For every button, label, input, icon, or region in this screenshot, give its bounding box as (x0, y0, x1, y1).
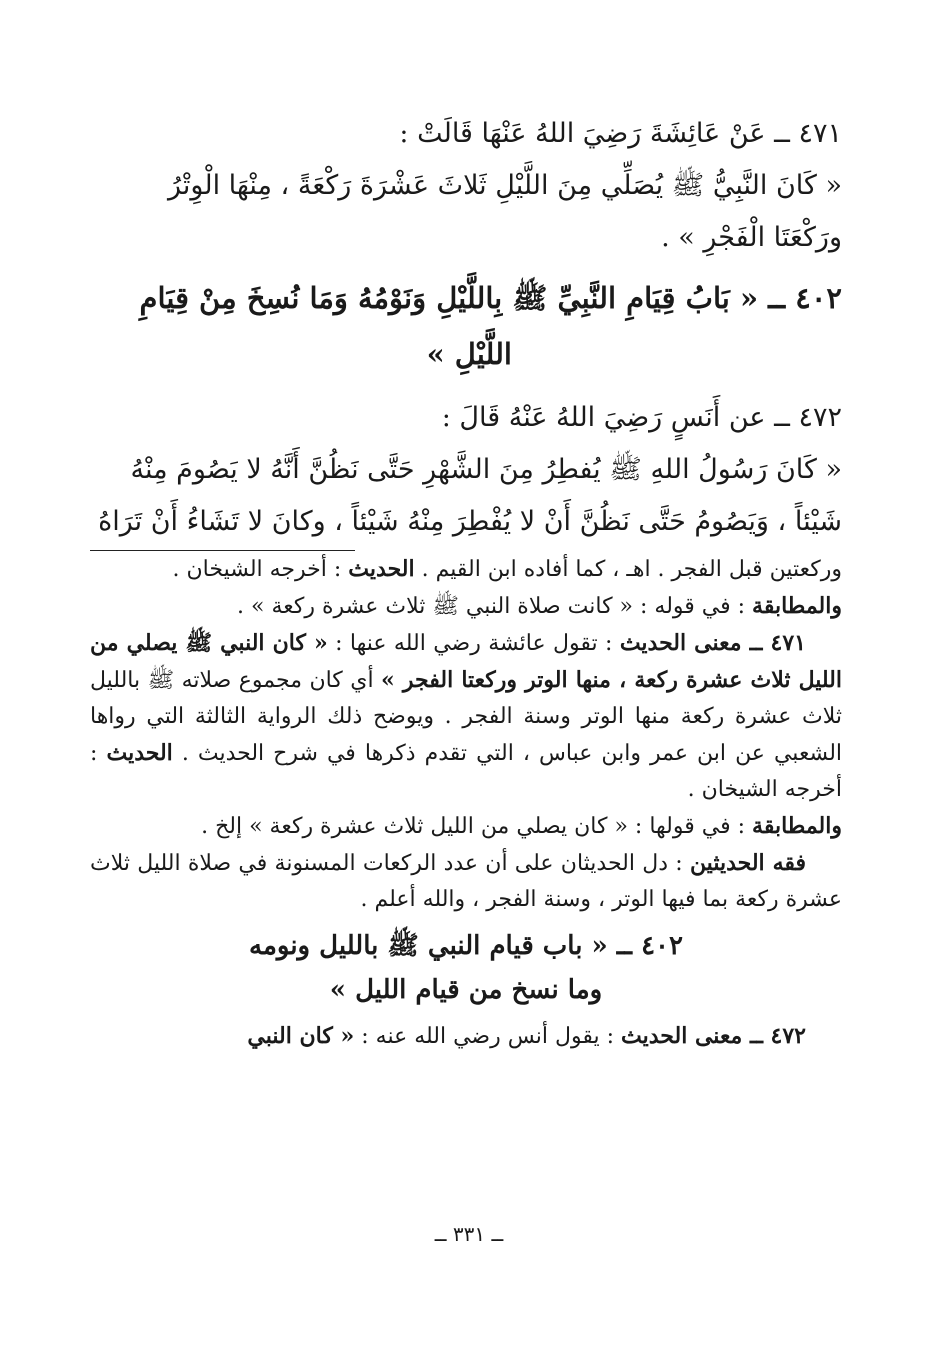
hadith-471-line-3: ورَكْعَتَا الْفَجْرِ » . (661, 222, 842, 253)
commentary-p1-label: الحديث (348, 556, 415, 582)
commentary-p6-bold: « كان النبي (247, 1023, 355, 1049)
hadith-471-line-1: ٤٧١ ــ عَنْ عَائِشَةَ رَضِيَ اللهُ عَنْهَا قَالَتْ : (399, 118, 842, 149)
commentary-chapter-heading (90, 924, 842, 1012)
page-body (90, 108, 842, 1055)
chapter-402-heading (90, 270, 842, 382)
commentary-p4-rest: : في قولها : « كان يصلي من الليل ثلاث عشرة ركعة » إلخ . (201, 814, 746, 839)
commentary-paragraph-5 (90, 845, 842, 918)
commentary-p5-label: فقه الحديثين (689, 850, 807, 876)
commentary-p6-text: : يقول أنس رضي الله عنه : (361, 1024, 615, 1049)
page-number: ــ ٣٣١ ــ (434, 1222, 504, 1246)
hadith-471-line-2: « كَانَ النَّبِيُّ ﷺ يُصَلِّي مِنَ اللَّيْلِ ثَلاثَ عَشْرَةَ رَكْعَةً ، مِنْهَا الْوِتْرُ (168, 170, 842, 201)
commentary-chapter-line-1: ٤٠٢ ــ « باب قيام النبي ﷺ بالليل ونومه (249, 931, 683, 961)
commentary-paragraph-6 (90, 1018, 842, 1055)
chapter-402-line-2: اللَّيْلِ » (426, 337, 512, 371)
commentary-p1-rest: : أخرجه الشيخان . (172, 557, 342, 582)
commentary-p2-rest: : في قوله : « كانت صلاة النبي ﷺ ثلاث عشرة ركعة » . (237, 594, 746, 619)
commentary-p4-label: والمطابقة (752, 813, 842, 839)
commentary-paragraph-2 (90, 588, 842, 625)
commentary-p3-tail: : أخرجه الشيخان . (90, 741, 842, 802)
commentary-p2-label: والمطابقة (752, 593, 842, 619)
commentary-p3-text: : تقول عائشة رضي الله عنها : (335, 631, 613, 656)
commentary-paragraph-4 (90, 808, 842, 845)
commentary-p6-num: ٤٧٢ ــ معنى الحديث (621, 1023, 806, 1049)
commentary-p3-label: الحديث (106, 740, 173, 766)
commentary-paragraph-3 (90, 625, 842, 808)
commentary-p5-rest: : دل الحديثان على أن عدد الركعات المسنونة في صلاة الليل ثلاث عشرة ركعة بما فيها الوتر ، وسنة الفجر ، والله أعلم . (90, 851, 842, 912)
hadith-472-line-3: شَيْئاً ، وَيَصُومُ حَتَّى نَظُنَّ أَنْ لا يُفْطِرَ مِنْهُ شَيْئاً ، وكانَ لا تَشَاءُ أَنْ تَرَاهُ (98, 506, 842, 537)
chapter-402-line-1: ٤٠٢ ــ « بَابُ قِيَامِ النَّبِيِّ ﷺ بِاللَّيْلِ وَنَوْمُهُ وَمَا نُسِخَ مِنْ قِيَامِ (139, 281, 842, 315)
commentary-p3-num: ٤٧١ ــ معنى الحديث (619, 630, 806, 656)
commentary-paragraph-1 (90, 551, 842, 588)
commentary-p1-text: وركعتين قبل الفجر . اهـ ، كما أفاده ابن القيم . (421, 557, 842, 582)
commentary-p3-rest: أي كان مجموع صلاته ﷺ بالليل ثلاث عشرة ركعة منها الوتر وسنة الفجر . ويوضح ذلك الرواية الثالثة التي رواها الشعبي عن ابن عمر وابن عباس ، التي تقدم ذكرها في شرح الحديث . (90, 668, 843, 766)
hadith-472-line-2: « كَانَ رَسُولُ اللهِ ﷺ يُفطِرُ مِنَ الشَّهْرِ حَتَّى نَظُنَّ أَنَّهُ لا يَصُومَ مِنْهُ (130, 454, 842, 485)
commentary-p3-bold: « كان النبي ﷺ يصلي من الليل ثلاث عشرة ركعة ، منها الوتر وركعتا الفجر » (90, 630, 842, 693)
hadith-472-line-1: ٤٧٢ ــ عن أَنَسٍ رَضِيَ اللهُ عَنْهُ قَالَ : (441, 402, 842, 433)
commentary-chapter-line-2: وما نسخ من قيام الليل » (329, 975, 603, 1005)
